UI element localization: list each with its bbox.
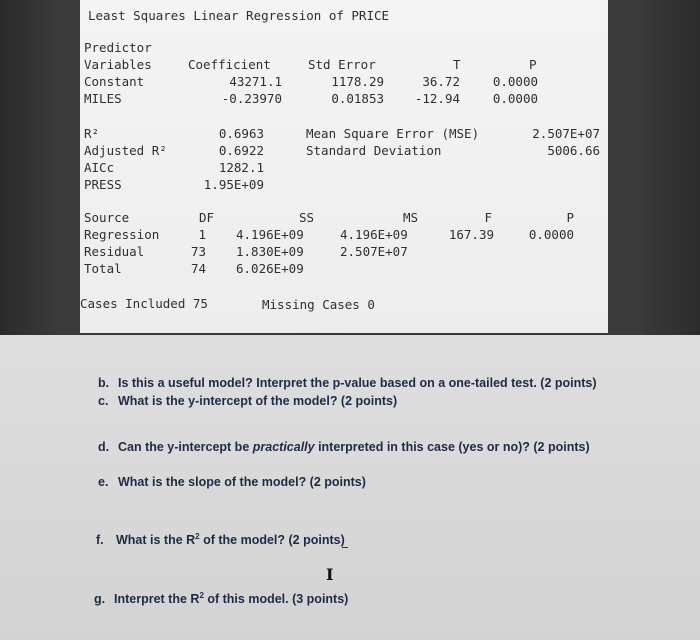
anova-row-residual-ss: 1.830E+09 (236, 244, 304, 259)
stat-press-value: 1.95E+09 (203, 177, 264, 192)
question-g (94, 591, 348, 606)
stat-sd-value: 5006.66 (547, 143, 600, 158)
stat-press-label: PRESS (84, 177, 122, 192)
regression-output-panel (80, 0, 608, 333)
anova-row-regression-df: 1 (198, 227, 206, 242)
missing-cases: Missing Cases 0 (262, 297, 375, 312)
coef-row-miles-coef: -0.23970 (221, 91, 282, 106)
coef-row-constant-name: Constant (84, 74, 145, 89)
anova-row-total-ss: 6.026E+09 (236, 261, 304, 276)
cases-included: Cases Included 75 (80, 296, 208, 311)
question-g-label: g. (94, 592, 106, 607)
question-f-text-after: of the model? (2 points) (199, 533, 345, 548)
coef-row-constant-coef: 43271.1 (229, 74, 282, 89)
question-d-text-after: interpreted in this case (yes or no)? (2 points) (314, 440, 590, 454)
anova-row-regression-p: 0.0000 (528, 227, 574, 242)
question-e-label: e. (98, 475, 109, 489)
question-d-emphasis: practically (252, 440, 315, 454)
coef-row-miles-t: -12.94 (414, 91, 460, 106)
coef-header-p: P (529, 57, 537, 72)
coef-header-variables: Variables (84, 57, 152, 72)
question-b-label: b. (98, 376, 110, 390)
question-g-text-after: of this model. (3 points) (203, 592, 349, 607)
coef-header-predictor: Predictor (84, 40, 152, 55)
stat-mse-value: 2.507E+07 (532, 126, 600, 141)
question-f (96, 532, 345, 547)
coef-row-miles-name: MILES (84, 91, 122, 106)
anova-header-p: P (566, 210, 574, 225)
anova-row-regression-ms: 4.196E+09 (340, 227, 408, 242)
question-f-sup: 2 (195, 532, 200, 541)
coef-header-t: T (453, 57, 461, 72)
question-e-text: What is the slope of the model? (2 points) (118, 475, 366, 489)
text-cursor-icon: I (326, 565, 334, 584)
coef-row-miles-se: 0.01853 (331, 91, 384, 106)
anova-header-ms: MS (402, 210, 418, 225)
anova-header-f: F (484, 210, 492, 225)
anova-row-regression-name: Regression (84, 227, 160, 242)
question-g-sup: 2 (199, 591, 204, 600)
stat-aicc-value: 1282.1 (218, 160, 264, 175)
anova-row-total-df: 74 (190, 261, 206, 276)
question-g-text-before: Interpret the R (114, 592, 200, 607)
coef-row-constant-p: 0.0000 (492, 74, 538, 89)
anova-row-residual-name: Residual (84, 244, 145, 259)
question-c-text: What is the y-intercept of the model? (2 points) (118, 394, 398, 408)
question-c (98, 394, 397, 408)
question-d (98, 440, 590, 454)
anova-header-df: DF (198, 210, 214, 225)
anova-row-residual-df: 73 (190, 244, 206, 259)
question-d-label: d. (98, 440, 110, 454)
question-b (98, 376, 597, 390)
anova-header-source: Source (84, 210, 130, 225)
stat-adj-r2-value: 0.6922 (218, 143, 264, 158)
stat-adj-r2-label: Adjusted R² (84, 143, 167, 158)
coef-header-coefficient: Coefficient (188, 57, 271, 72)
anova-row-regression-f: 167.39 (448, 227, 494, 242)
anova-row-residual-ms: 2.507E+07 (340, 244, 408, 259)
anova-row-regression-ss: 4.196E+09 (236, 227, 304, 242)
coef-row-miles-p: 0.0000 (492, 91, 538, 106)
question-c-label: c. (98, 394, 109, 408)
coef-row-constant-se: 1178.29 (331, 74, 384, 89)
stat-r2-label: R² (84, 126, 100, 141)
coef-header-std-error: Std Error (308, 57, 376, 72)
anova-row-total-name: Total (84, 261, 122, 276)
coef-row-constant-t: 36.72 (422, 74, 460, 89)
stat-r2-value: 0.6963 (218, 126, 264, 141)
question-d-text-before: Can the y-intercept be (118, 440, 253, 454)
stat-sd-label: Standard Deviation (306, 143, 442, 158)
question-b-text: Is this a useful model? Interpret the p-value based on a one-tailed test. (2 points) (118, 376, 597, 390)
question-e (98, 475, 366, 489)
text-underline-mark (342, 547, 348, 548)
stat-mse-label: Mean Square Error (MSE) (306, 126, 480, 141)
question-f-text-before: What is the R (116, 533, 196, 548)
question-f-label: f. (96, 533, 104, 548)
output-title: Least Squares Linear Regression of PRICE (88, 8, 390, 23)
stat-aicc-label: AICc (84, 160, 115, 175)
anova-header-ss: SS (298, 210, 314, 225)
